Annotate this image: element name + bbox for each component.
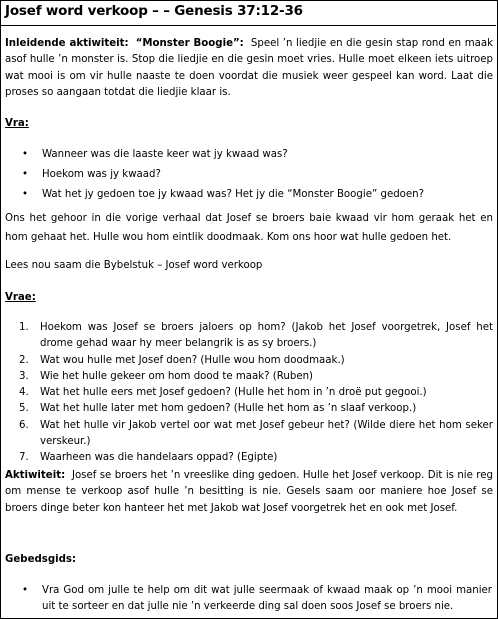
list-item: 3. Wie het hulle gekeer om hom dood te maak? (Ruben): [19, 370, 314, 382]
list-item: 4. Wat het hulle eers met Josef gedoen? (Hulle het hom in ’n droë put gegooi.): [19, 387, 427, 399]
list-item: 6. Wat het hulle vir Jakob vertel oor wat met Josef gebeur het? (Wilde diere het hom seker verskeur.): [19, 419, 493, 448]
intro-label: Inleidende aktiwiteit:: [5, 38, 129, 49]
intro-game-name: “Monster Boogie”:: [135, 38, 244, 49]
intro-text: Speel ’n liedjie en die gesin stap rond en maak asof hulle ’n monster is. Stop die liedjie en die gesin moet vries. Hulle moet elkeen iets uitroep wat mooi is om vir hulle naaste te doen voordat die musiek weer gespeel kan word. Laat die proses so aangaan totdat die liedjie klaar is.: [5, 38, 493, 98]
title-row: [0, 0, 496, 26]
prayer-heading: Gebedsgids:: [5, 554, 77, 565]
activity-paragraph: [5, 468, 493, 517]
list-item: 2. Wat wou hulle met Josef doen? (Hulle wou hom doodmaak.): [19, 354, 345, 366]
list-item: 1. Hoekom was Josef se broers jaloers op hom? (Jakob het Josef voorgetrek, Josef het drome gehad waar hy meer belangrik is as sy broers.): [19, 322, 493, 350]
reading-instruction: Lees nou saam die Bybelstuk – Josef word verkoop: [5, 260, 263, 271]
activity-label: Aktiwiteit:: [5, 470, 66, 481]
page-title: Josef word verkoop – – Genesis 37:12-36: [5, 3, 303, 19]
list-item: 5. Wat het hulle later met hom gedoen? (Hulle het hom as ’n slaaf verkoop.): [19, 403, 417, 415]
list-item: • Vra God om julle te help om dit wat julle seermaak of kwaad maak op ’n mooi manier uit te sorteer en dat julle nie ’n verkeerde ding sal doen soos Josef se broers nie.: [22, 583, 492, 616]
list-item: • Hoekom was jy kwaad?: [22, 165, 492, 185]
numbered-questions-list: [19, 320, 493, 467]
questions-heading: Vra:: [5, 118, 29, 129]
activity-text: Josef se broers het ’n vreeslike ding gedoen. Hulle het Josef verkoop. Dit is nie reg om mense te verkoop asof hulle ’n besitting is nie. Gesels saam oor maniere hoe Josef se broers dinge beter kon hanteer het met Jakob wat Josef voorgetrek het en ook met Josef.: [5, 470, 493, 514]
story-paragraph: Ons het gehoor in die vorige verhaal dat Josef se broers baie kwaad vir hom geraak het en hom gehaat het. Hulle wou hom eintlik doodmaak. Kom ons hoor wat hulle gedoen het.: [5, 213, 493, 243]
questions2-heading: Vrae:: [5, 292, 36, 303]
questions-list: [22, 145, 492, 204]
prayer-list: [22, 583, 492, 616]
list-item: • Wanneer was die laaste keer wat jy kwaad was?: [22, 145, 492, 165]
intro-paragraph: [5, 36, 493, 101]
list-item: 7. Waarheen was die handelaars oppad? (Egipte): [19, 452, 278, 464]
list-item: • Wat het jy gedoen toe jy kwaad was? Het jy die “Monster Boogie” gedoen?: [22, 185, 492, 205]
